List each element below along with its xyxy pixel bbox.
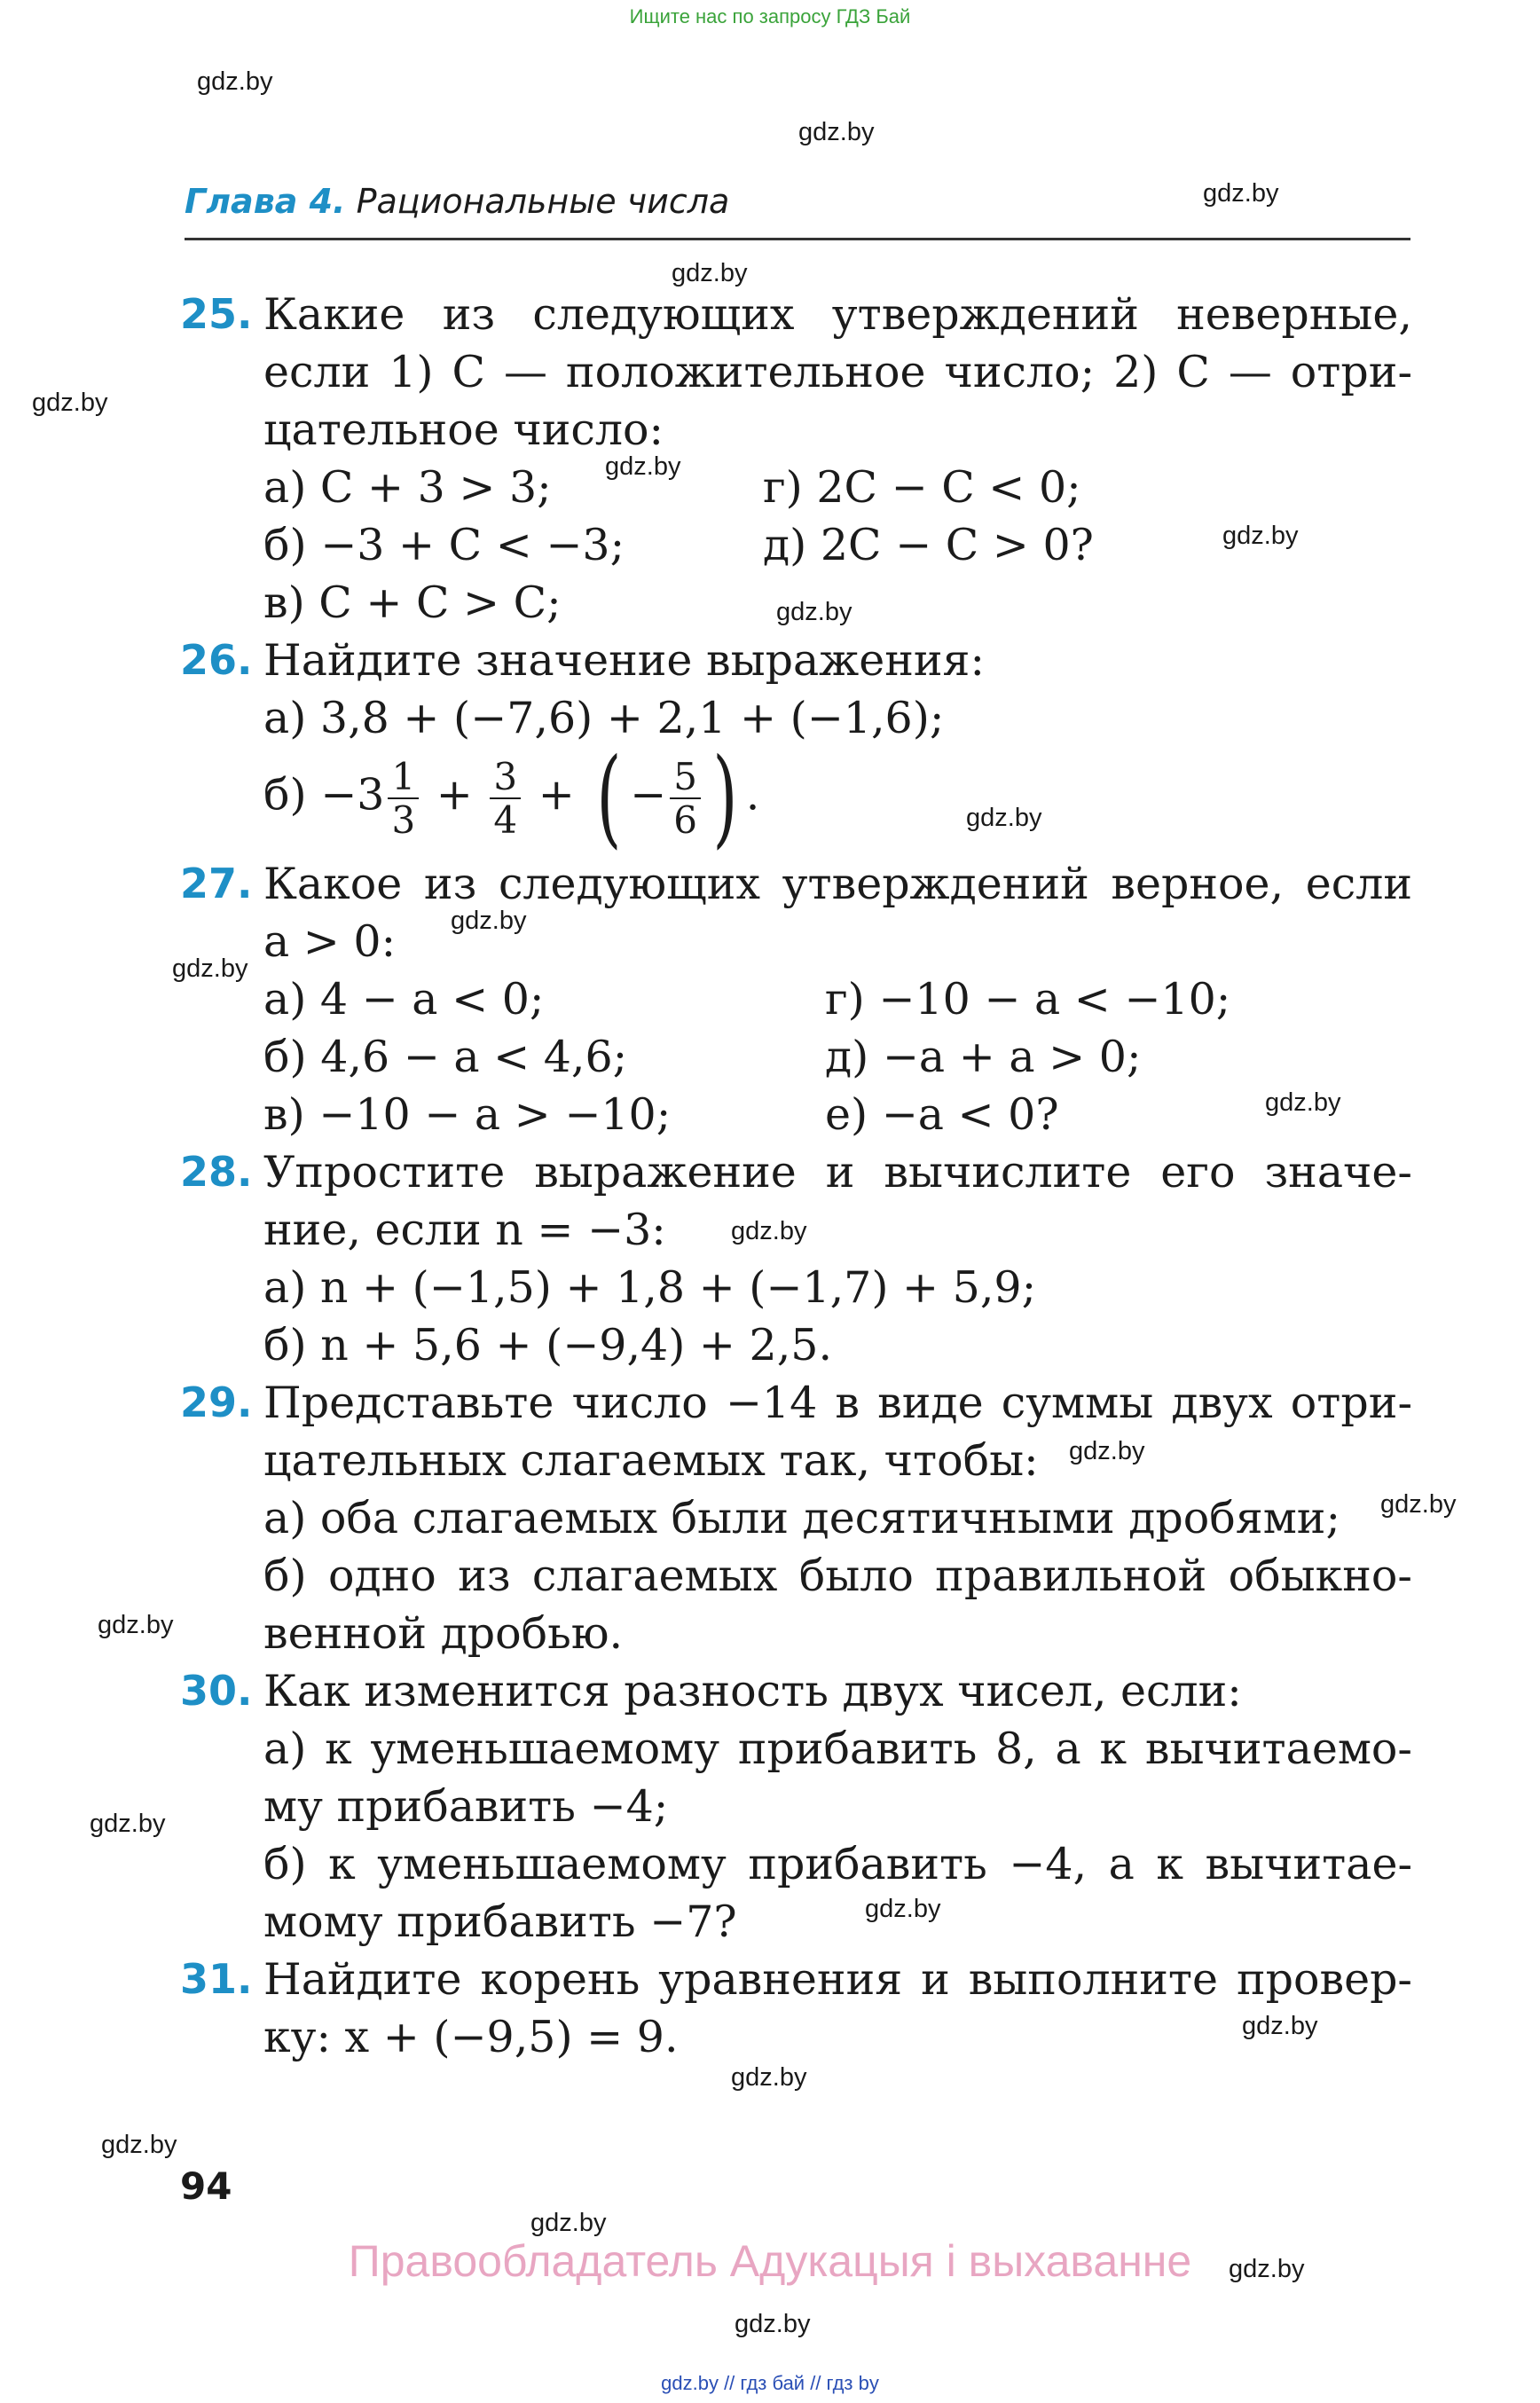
problem-27-option-g: г) −10 − a < −10; [825,974,1231,1025]
problem-31-line-1: Найдите корень уравнения и выполните провер- [263,1954,1412,2005]
copyright-notice: Правообладатель Адукацыя і выхаванне [348,2236,1192,2286]
watermark: gdz.by [32,389,108,417]
watermark: gdz.by [865,1895,941,1923]
problem-26-line-1: Найдите значение выражения: [263,635,985,686]
top-banner: Ищите нас по запросу ГДЗ Бай [629,5,911,27]
fraction-5-6: $\frac{5}{6}$ [670,756,701,841]
watermark: gdz.by [1229,2255,1305,2283]
problem-26-number: 26. [180,636,253,684]
watermark: gdz.by [672,259,748,287]
fraction-3-4: $\frac{3}{4}$ [490,756,521,841]
problem-25-line-2: если 1) C — положительное число; 2) C — отри- [263,347,1412,397]
left-parenthesis: ( [596,736,622,860]
problem-26-option-b [263,736,760,860]
problem-25-option-b: б) −3 + C < −3; [263,520,625,570]
footer-links[interactable]: gdz.by // гдз бай // гдз by [661,2372,879,2394]
watermark: gdz.by [798,118,875,146]
problem-27-option-e: е) −a < 0? [825,1089,1059,1140]
chapter-title: Рациональные числа [356,182,730,221]
period: . [745,769,760,821]
problem-29-option-b-line-1: б) одно из слагаемых было правильной обыкно- [263,1551,1412,1601]
problem-30-number: 30. [180,1667,253,1715]
watermark: gdz.by [731,2063,807,2092]
watermark: gdz.by [530,2209,607,2237]
problem-25-line-1: Какие из следующих утверждений неверные, [263,289,1412,340]
problem-30-option-b-line-2: мому прибавить −7? [263,1896,737,1947]
watermark: gdz.by [451,907,527,935]
problem-31-number: 31. [180,1955,253,2003]
watermark: gdz.by [966,804,1042,832]
problem-28-line-1: Упростите выражение и вычислите его значе- [263,1147,1412,1198]
option-b-prefix: б) −3 [263,769,385,821]
problem-28-number: 28. [180,1148,253,1196]
watermark: gdz.by [776,598,852,626]
plus-sign: + [538,769,575,821]
chapter-heading [185,182,729,221]
problem-28-option-a: а) n + (−1,5) + 1,8 + (−1,7) + 5,9; [263,1262,1037,1313]
problem-27-option-a: а) 4 − a < 0; [263,974,545,1025]
problem-29-option-b-line-2: венной дробью. [263,1608,624,1659]
problem-30-option-a-line-1: а) к уменьшаемому прибавить 8, а к вычитаемо- [263,1724,1412,1774]
fraction-1-3: $\frac{1}{3}$ [388,756,419,841]
problem-29-line-1: Представьте число −14 в виде суммы двух отри- [263,1378,1412,1428]
watermark: gdz.by [172,954,248,983]
problem-29-line-2: цательных слагаемых так, чтобы: [263,1435,1039,1486]
chapter-divider [185,238,1410,240]
problem-25-option-g: г) 2C − C < 0; [763,462,1081,513]
plus-sign: + [436,769,473,821]
problem-25-number: 25. [180,290,253,338]
watermark: gdz.by [1380,1490,1457,1519]
problem-27-option-b: б) 4,6 − a < 4,6; [263,1032,628,1082]
problem-27-option-v: в) −10 − a > −10; [263,1089,672,1140]
watermark: gdz.by [1222,522,1299,550]
problem-25-option-v: в) C + C > C; [263,577,562,628]
problem-28-option-b: б) n + 5,6 + (−9,4) + 2,5. [263,1320,833,1370]
problem-26-option-a: а) 3,8 + (−7,6) + 2,1 + (−1,6); [263,693,945,743]
problem-28-line-2: ние, если n = −3: [263,1205,666,1255]
problem-27-option-d: д) −a + a > 0; [825,1032,1142,1082]
problem-29-option-a: а) оба слагаемых были десятичными дробями; [263,1493,1340,1543]
problem-30-option-a-line-2: му прибавить −4; [263,1781,669,1832]
page-number: 94 [180,2164,232,2208]
watermark: gdz.by [101,2131,177,2159]
chapter-label: Глава 4. [185,182,346,221]
problem-25-option-a: а) C + 3 > 3; [263,462,552,513]
problem-25-line-3: цательное число: [263,404,664,455]
problem-29-number: 29. [180,1378,253,1426]
minus-sign: − [630,769,667,821]
watermark: gdz.by [731,1217,807,1245]
right-parenthesis: ) [712,736,738,860]
watermark: gdz.by [1242,2012,1318,2040]
watermark: gdz.by [98,1611,174,1639]
problem-25-option-d: д) 2C − C > 0? [763,520,1094,570]
problem-30-option-b-line-1: б) к уменьшаемому прибавить −4, а к вычитае- [263,1839,1412,1889]
problem-27-line-1: Какое из следующих утверждений верное, если [263,859,1412,909]
watermark: gdz.by [735,2310,811,2338]
problem-27-line-2: a > 0: [263,916,397,967]
problem-27-number: 27. [180,860,253,907]
problem-31-line-2: ку: x + (−9,5) = 9. [263,2012,679,2062]
watermark: gdz.by [605,452,681,481]
watermark: gdz.by [1203,179,1279,208]
watermark: gdz.by [90,1810,166,1838]
watermark: gdz.by [1265,1088,1341,1117]
watermark: gdz.by [197,67,273,96]
problem-30-line-1: Как изменится разность двух чисел, если: [263,1666,1242,1716]
watermark: gdz.by [1069,1437,1145,1465]
